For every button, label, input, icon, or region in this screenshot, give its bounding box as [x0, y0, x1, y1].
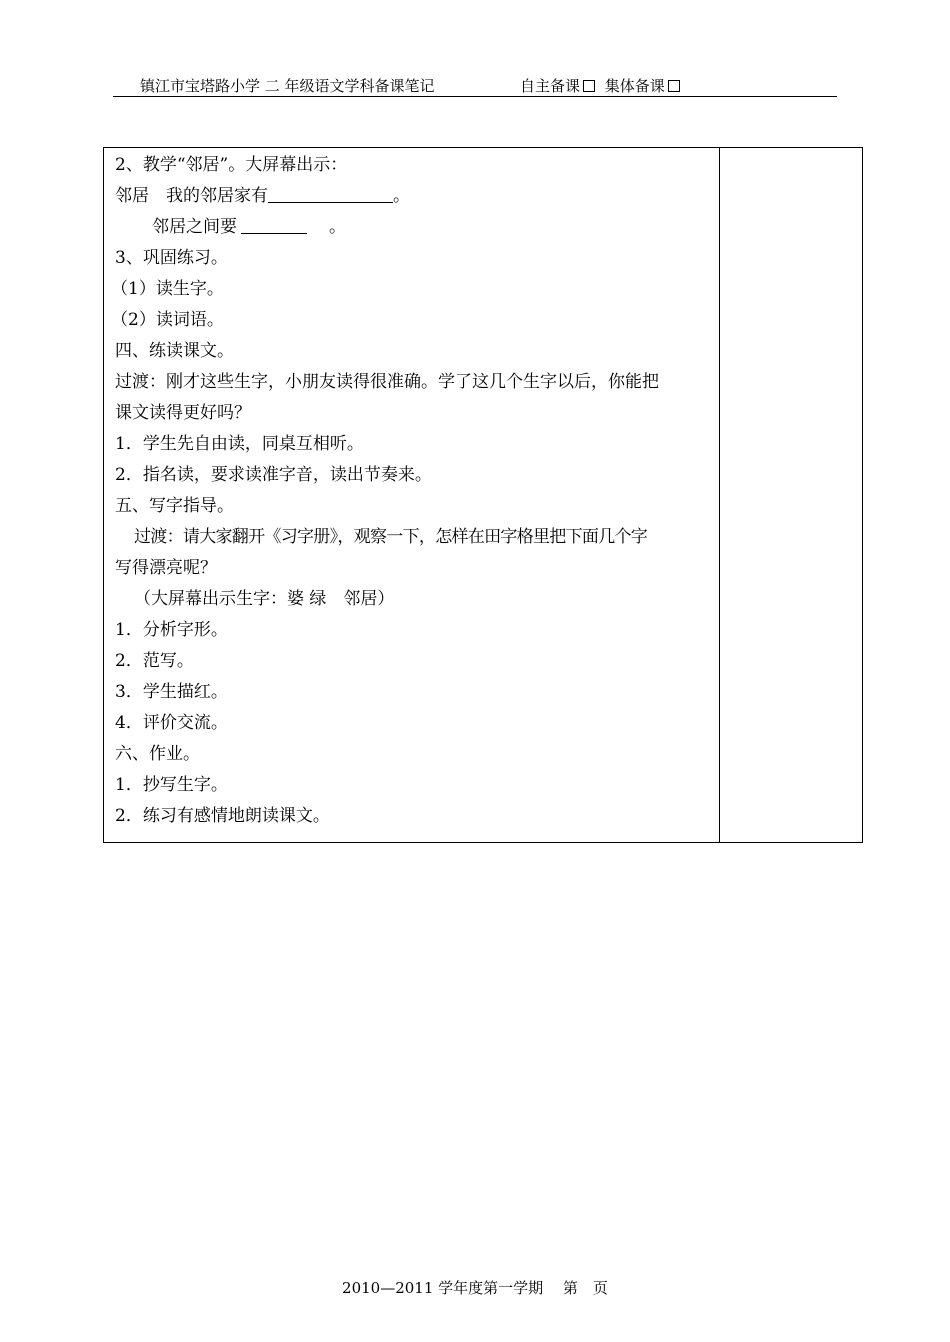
content-line: 过渡：刚才这些生字，小朋友读得很准确。学了这几个生字以后，你能把	[115, 372, 659, 392]
content-line: （1）读生字。	[111, 279, 224, 299]
page-footer: 2010—2011 学年度第一学期 第 页	[342, 1279, 608, 1297]
content-line: 2、教学“邻居”。大屏幕出示：	[115, 155, 348, 175]
lesson-table	[103, 147, 863, 843]
neighbor-relation-end: 。	[329, 217, 346, 237]
neighbor-prompt-text: 邻居 我的邻居家有	[115, 186, 268, 206]
content-line: 3、巩固练习。	[115, 248, 228, 268]
page-header	[113, 76, 837, 97]
content-line-neighbor-prompt	[115, 181, 713, 212]
content-line: 1．分析字形。	[115, 620, 228, 640]
neighbor-prompt-end: 。	[393, 186, 410, 206]
content-line-neighbor-relation	[115, 212, 713, 243]
content-line: 六、作业。	[115, 744, 200, 764]
content-line: 1．学生先自由读，同桌互相听。	[115, 434, 364, 454]
content-line: 写得漂亮呢？	[115, 558, 217, 578]
content-line: 四、练读课文。	[115, 341, 234, 361]
content-line: （大屏幕出示生字：婆 绿 邻居）	[134, 589, 395, 609]
neighbor-relation-text: 邻居之间要	[152, 217, 237, 237]
self-prep-label: 自主备课	[520, 77, 581, 95]
prep-mode	[520, 76, 685, 96]
content-line: 过渡：请大家翻开《习字册》，观察一下，怎样在田字格里把下面几个字	[134, 527, 648, 547]
content-line: 1．抄写生字。	[115, 775, 228, 795]
group-prep-checkbox[interactable]	[668, 80, 680, 92]
group-prep-label: 集体备课	[604, 77, 665, 95]
notes-column-divider	[719, 148, 720, 842]
lesson-content	[111, 150, 713, 832]
fill-blank-2	[241, 215, 307, 234]
content-line: 2．范写。	[115, 651, 194, 671]
content-line: 3．学生描红。	[115, 682, 228, 702]
self-prep-checkbox[interactable]	[583, 80, 595, 92]
content-line: 4．评价交流。	[115, 713, 228, 733]
content-line: 课文读得更好吗？	[115, 403, 251, 423]
content-line: （2）读词语。	[111, 310, 224, 330]
content-line: 五、写字指导。	[115, 496, 234, 516]
fill-blank-1	[268, 184, 393, 203]
content-line: 2．练习有感情地朗读课文。	[115, 806, 330, 826]
content-line: 2．指名读，要求读准字音，读出节奏来。	[115, 465, 432, 485]
school-title: 镇江市宝塔路小学 二 年级语文学科备课笔记	[140, 77, 435, 95]
